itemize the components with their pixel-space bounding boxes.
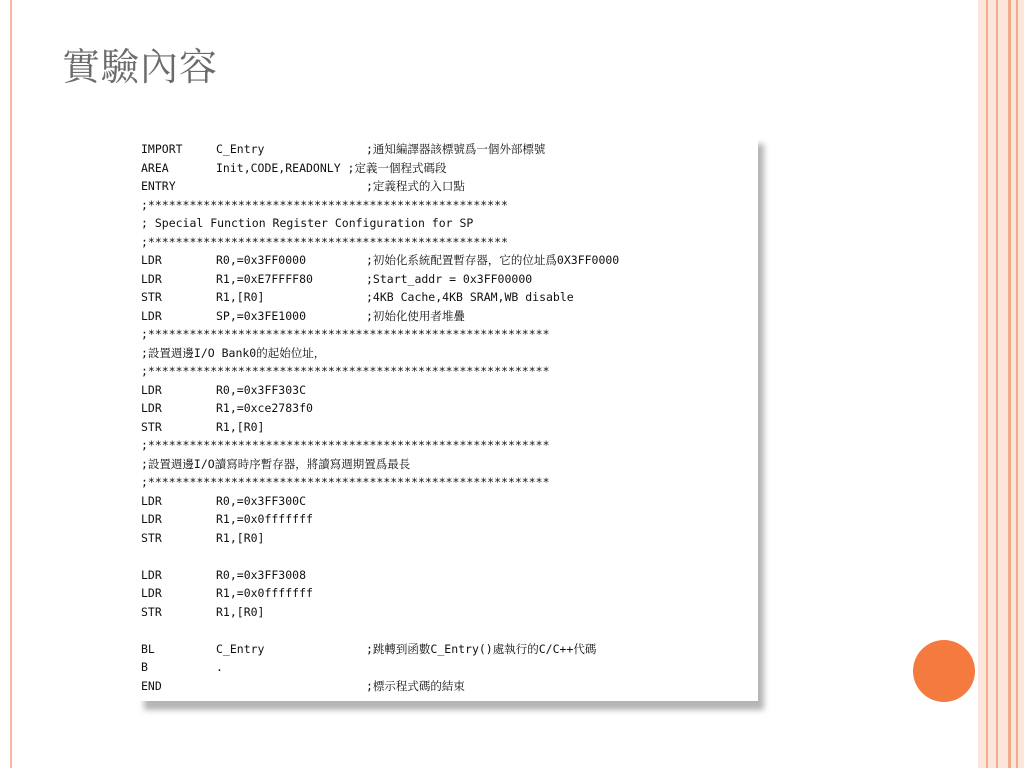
code-operand: Init,CODE,READONLY ;定義一個程式碼段 — [216, 160, 447, 175]
code-text: ;********************************************************** — [141, 327, 550, 341]
code-line — [141, 677, 758, 696]
code-line — [141, 177, 758, 196]
code-line — [141, 362, 758, 381]
code-comment: ;Start_addr = 0x3FF00000 — [366, 271, 533, 286]
code-opcode: IMPORT — [141, 142, 183, 156]
code-text: ;設置週邊I/O讀寫時序暫存器，將讀寫週期置爲最長 — [141, 456, 411, 471]
right-border-line — [1008, 0, 1011, 768]
code-comment: ;初始化使用者堆疊 — [366, 308, 465, 323]
code-line — [141, 381, 758, 400]
code-operand: C_Entry — [216, 641, 265, 656]
code-line — [141, 547, 758, 566]
code-operand: SP,=0x3FE1000 — [216, 308, 307, 323]
code-operand: R1,[R0] — [216, 290, 265, 304]
code-opcode: LDR — [141, 308, 162, 323]
code-opcode: LDR — [141, 586, 162, 600]
code-block — [138, 138, 758, 701]
code-operand: R0,=0x3FF300C — [216, 493, 307, 508]
code-operand: C_Entry — [216, 142, 265, 156]
code-line — [141, 529, 758, 548]
code-opcode: AREA — [141, 160, 169, 175]
code-line — [141, 621, 758, 640]
code-opcode: LDR — [141, 271, 162, 286]
code-opcode: LDR — [141, 493, 162, 508]
code-line — [141, 436, 758, 455]
code-opcode: LDR — [141, 401, 162, 415]
code-opcode: BL — [141, 641, 155, 656]
code-text: ;**************************************************** — [141, 197, 508, 212]
code-opcode: ENTRY — [141, 179, 176, 193]
code-opcode: STR — [141, 290, 162, 304]
code-opcode: STR — [141, 604, 162, 619]
code-text: ;**************************************************** — [141, 234, 508, 249]
code-operand: R1,=0x0fffffff — [216, 586, 313, 600]
code-opcode: B — [141, 660, 148, 674]
code-text: ;********************************************************** — [141, 364, 550, 378]
code-operand: R0,=0x3FF0000 — [216, 253, 307, 267]
code-text: ; Special Function Register Configuration for SP — [141, 216, 474, 230]
code-line — [141, 455, 758, 474]
code-operand: R1,[R0] — [216, 604, 265, 619]
code-opcode: LDR — [141, 512, 162, 526]
code-opcode: LDR — [141, 567, 162, 582]
code-line — [141, 307, 758, 326]
code-operand: R1,[R0] — [216, 419, 265, 434]
code-text: ;設置週邊I/O Bank0的起始位址， — [141, 345, 326, 360]
code-line — [141, 584, 758, 603]
code-operand: R0,=0x3FF3008 — [216, 567, 307, 582]
code-line — [141, 566, 758, 585]
code-text: ;********************************************************** — [141, 438, 550, 452]
code-text: ;********************************************************** — [141, 475, 550, 489]
code-line — [141, 640, 758, 659]
code-opcode: END — [141, 678, 162, 693]
right-border-line — [986, 0, 988, 768]
right-border-line — [1016, 0, 1018, 768]
code-comment: ;通知編譯器該標號爲一個外部標號 — [366, 142, 546, 156]
left-decorative-border — [10, 0, 12, 768]
code-line — [141, 492, 758, 511]
code-comment: ;4KB Cache,4KB SRAM,WB disable — [366, 290, 574, 304]
right-border-line — [996, 0, 998, 768]
code-comment: ;初始化系統配置暫存器，它的位址爲0X3FF0000 — [366, 253, 620, 267]
code-operand: R1,[R0] — [216, 530, 265, 545]
code-line — [141, 214, 758, 233]
code-line — [141, 603, 758, 622]
code-opcode: LDR — [141, 253, 162, 267]
code-line — [141, 344, 758, 363]
code-operand: . — [216, 660, 223, 674]
code-line — [141, 196, 758, 215]
code-comment: ;跳轉到函數C_Entry()處執行的C/C++代碼 — [366, 641, 597, 656]
code-line — [141, 233, 758, 252]
code-line — [141, 159, 758, 178]
code-line — [141, 418, 758, 437]
slide-title: 實驗內容 — [62, 45, 219, 89]
orange-circle-decoration — [913, 640, 975, 702]
code-line — [141, 270, 758, 289]
code-line — [141, 510, 758, 529]
code-comment: ;定義程式的入口點 — [366, 179, 465, 193]
code-line — [141, 288, 758, 307]
code-line — [141, 140, 758, 159]
code-comment: ;標示程式碼的結束 — [366, 678, 465, 693]
code-line — [141, 399, 758, 418]
code-operand: R1,=0x0fffffff — [216, 512, 313, 526]
code-line — [141, 325, 758, 344]
code-operand: R0,=0x3FF303C — [216, 382, 307, 397]
code-line — [141, 473, 758, 492]
code-line — [141, 251, 758, 270]
code-opcode: STR — [141, 419, 162, 434]
code-opcode: LDR — [141, 382, 162, 397]
code-line — [141, 658, 758, 677]
code-opcode: STR — [141, 530, 162, 545]
code-operand: R1,=0xce2783f0 — [216, 401, 313, 415]
code-operand: R1,=0xE7FFFF80 — [216, 271, 313, 286]
